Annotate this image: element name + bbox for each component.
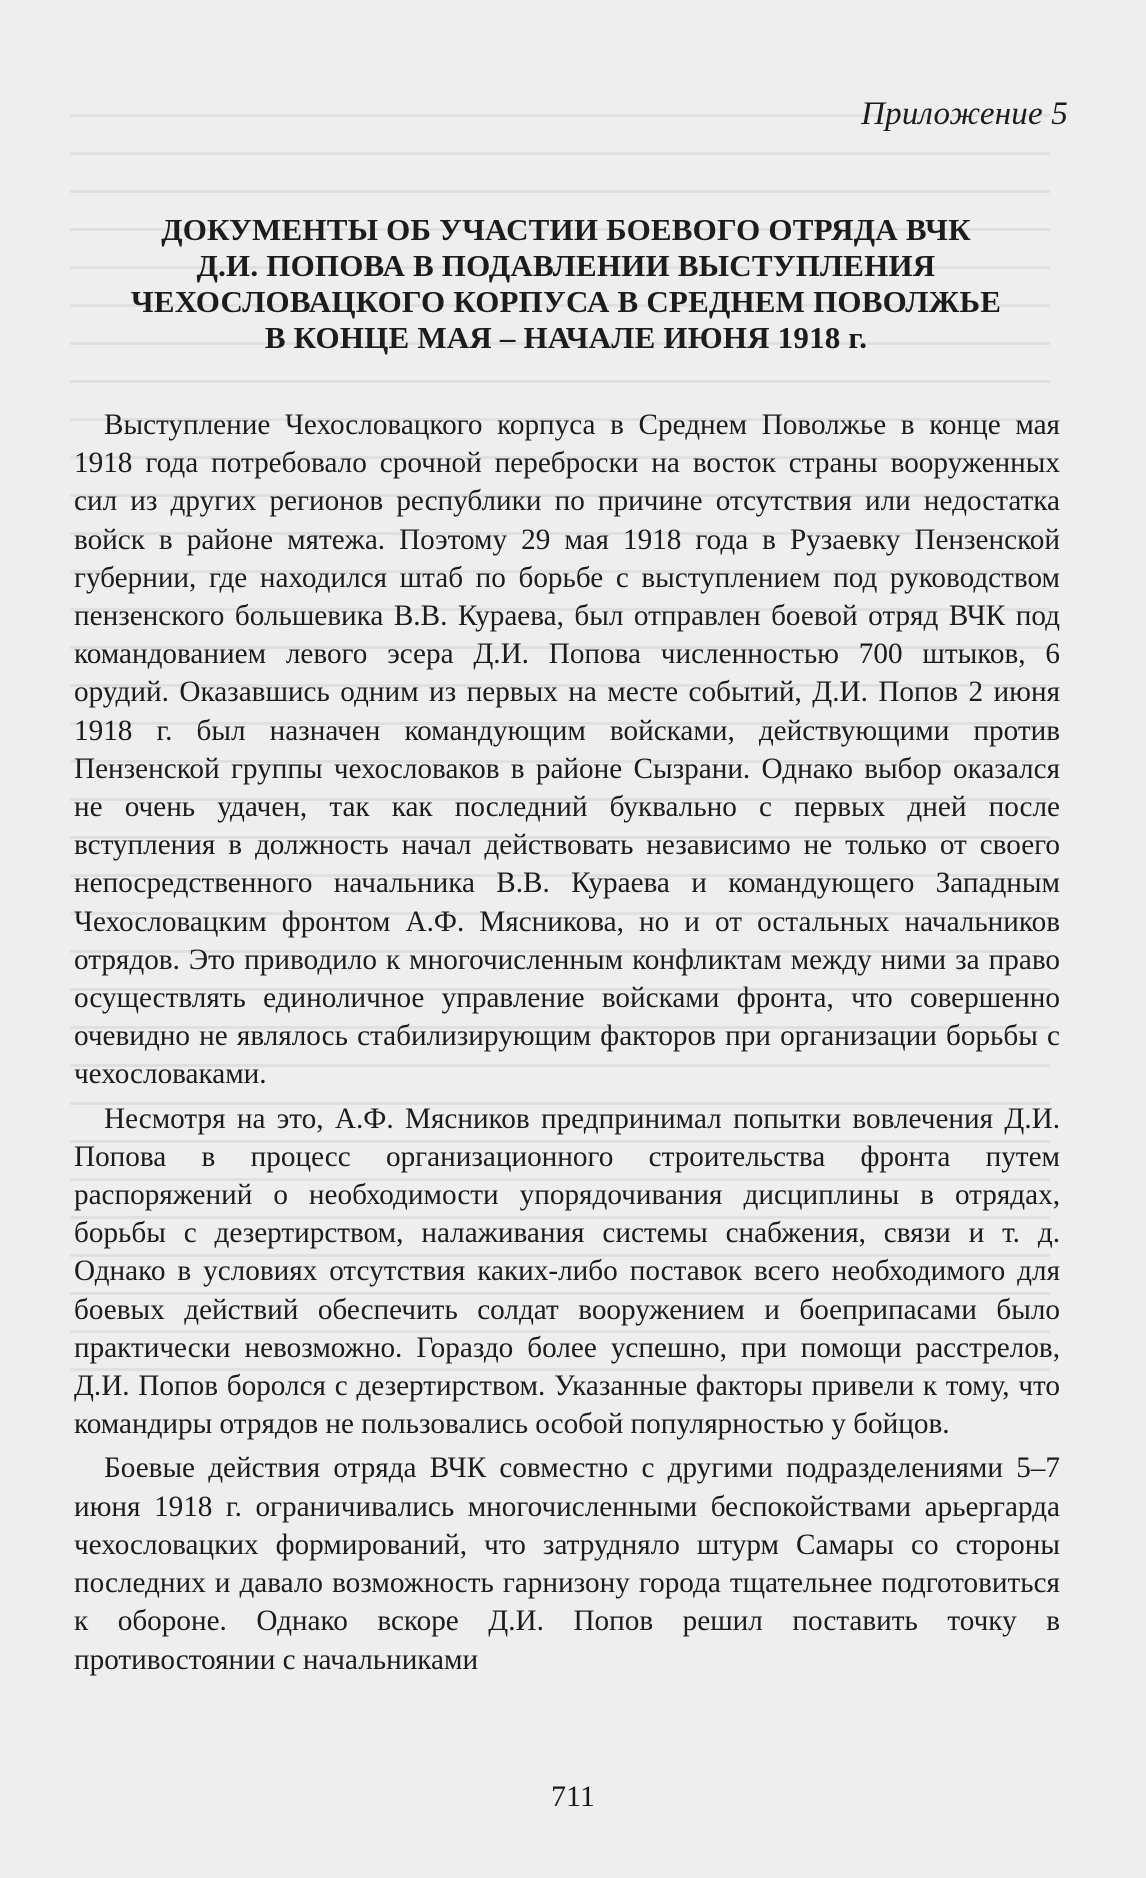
title-line: ЧЕХОСЛОВАЦКОГО КОРПУСА В СРЕДНЕМ ПОВОЛЖЬЕ (130, 284, 1002, 319)
title-line: В КОНЦЕ МАЯ – НАЧАЛЕ ИЮНЯ 1918 г. (264, 320, 868, 355)
title-line: Д.И. ПОПОВА В ПОДАВЛЕНИИ ВЫСТУПЛЕНИЯ (196, 248, 936, 283)
body-text (74, 406, 1060, 1679)
paragraph: Несмотря на это, А.Ф. Мясников предпринимал попытки вовлечения Д.И. Попова в процесс организационного строительства фронта путем распоряжений о необходимости упорядочивания дисциплины в отрядах, борьбы с дезертирством, налаживания системы снабжения, связи и т. д. Однако в условиях отсутствия каких-либо поставок всего необходимого для боевых действий обеспечить солдат вооружением и боеприпасами было практически невозможно. Гораздо более успешно, при помощи расстрелов, Д.И. Попов боролся с дезертирством. Указанные факторы привели к тому, что командиры отрядов не пользовались особой популярностью у бойцов. (74, 1102, 1060, 1441)
paragraph: Выступление Чехословацкого корпуса в Среднем Поволжье в конце мая 1918 года потребовало срочной переброски на восток страны вооруженных сил из других регионов республики по причине отсутствия или недостатка войск в районе мятежа. Поэтому 29 мая 1918 года в Рузаевку Пензенской губернии, где находился штаб по борьбе с выступлением под руководством пензенского большевика В.В. Кураева, был отправлен боевой отряд ВЧК под командованием левого эсера Д.И. Попова численностью 700 штыков, 6 орудий. Оказавшись одним из первых на месте событий, Д.И. Попов 2 июня 1918 г. был назначен командующим войсками, действующими против Пензенской группы чехословаков в районе Сызрани. Однако выбор оказался не очень удачен, так как последний буквально с первых дней после вступления в должность начал действовать независимо не только от своего непосредственного начальника В.В. Кураева и командующего Западным Чехословацким фронтом А.Ф. Мясникова, но и от остальных начальников отрядов. Это приводило к многочисленным конфликтам между ними за право осуществлять единоличное управление войсками фронта, что совершенно очевидно не являлось стабилизирующим факторов при организации борьбы с чехословаками. (74, 409, 1060, 1091)
title-line: ДОКУМЕНТЫ ОБ УЧАСТИИ БОЕВОГО ОТРЯДА ВЧК (161, 212, 971, 247)
page-number: 711 (551, 1780, 595, 1813)
appendix-label: Приложение 5 (861, 96, 1068, 132)
paragraph: Боевые действия отряда ВЧК совместно с другими подразделениями 5–7 июня 1918 г. ограничивались многочисленными беспокойствами арьергарда чехословацких формирований, что затрудняло штурм Самары со стороны последних и давало возможность гарнизону города тщательнее подготовиться к обороне. Однако вскоре Д.И. Попов решил поставить точку в противостоянии с начальниками (74, 1452, 1060, 1676)
document-title (70, 212, 1062, 356)
